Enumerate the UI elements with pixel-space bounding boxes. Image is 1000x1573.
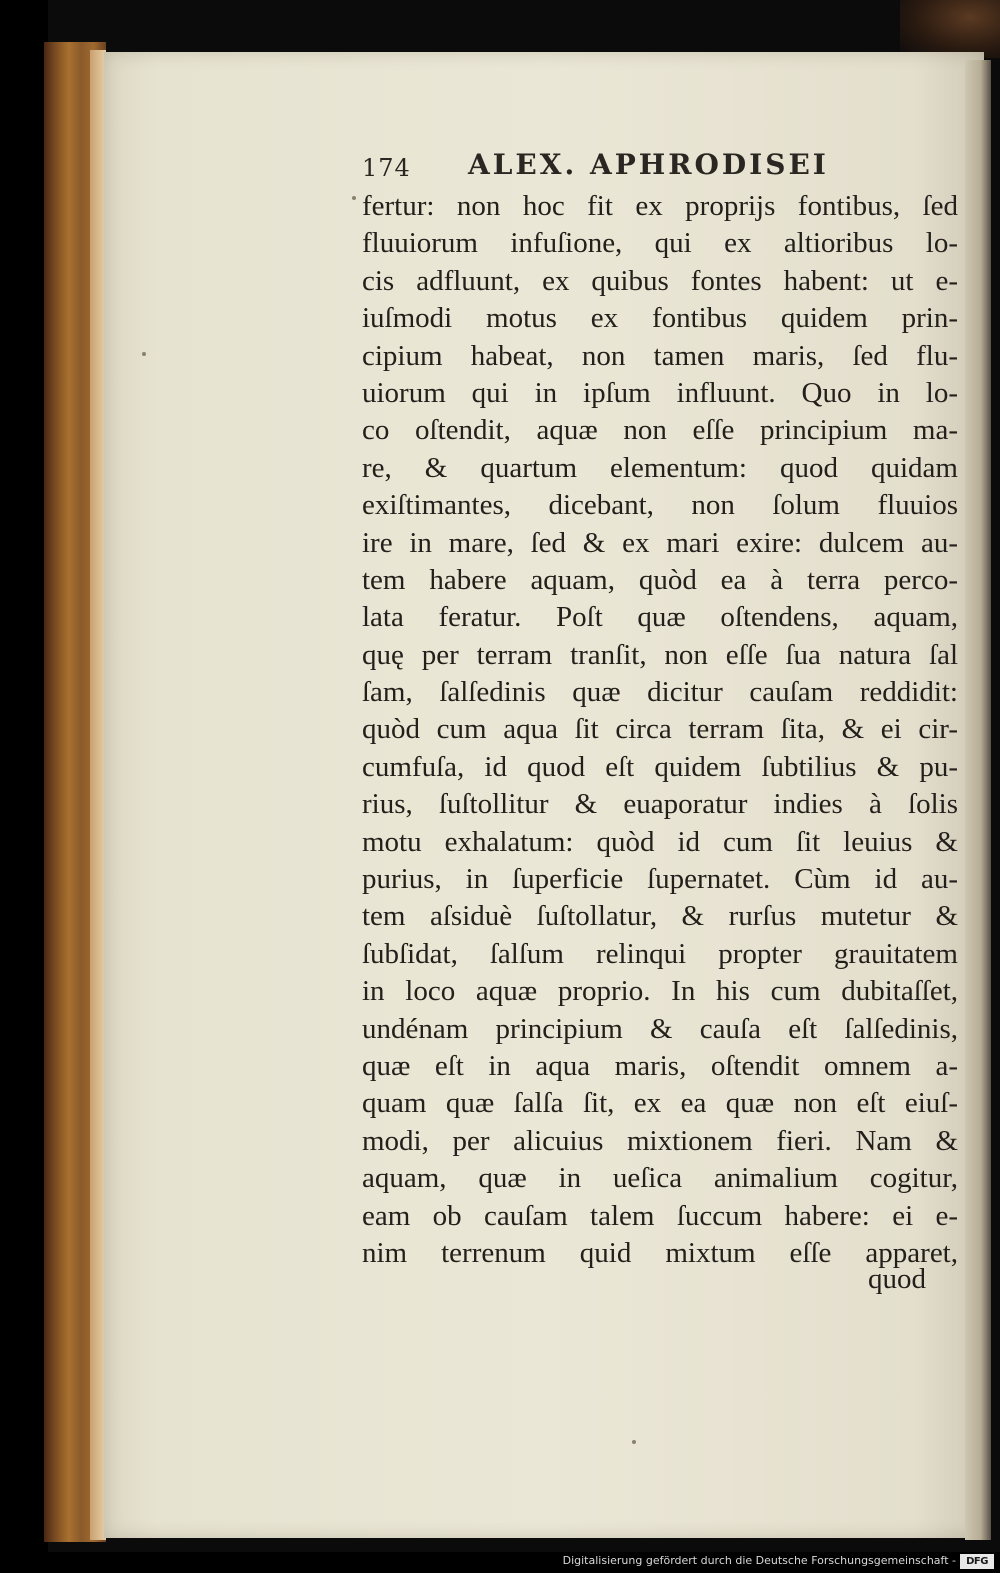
text-line: fertur: non hoc fit ex proprijs fontibus, ſed [362,190,958,222]
text-line: quòd cum aqua ſit circa terram ſita, & ei cir- [362,713,958,746]
text-line: iuſmodi motus ex fontibus quidem prin- [362,302,958,335]
page-header [362,148,962,188]
text-line: nim terrenum quid mixtum eſſe apparet, [362,1236,958,1269]
text-line: uiorum qui in ipſum influunt. Quo in lo- [362,376,958,409]
page-number: 174 [362,154,411,182]
running-head: ALEX. APHRODISEI [468,148,829,181]
text-line: quæ eſt in aqua maris, oſtendit omnem a- [362,1049,958,1082]
body-text [362,188,958,1272]
text-line: co oſtendit, aquæ non eſſe principium ma- [362,414,958,447]
binding-corner [900,0,1000,58]
text-line: exiſtimantes, dicebant, non ſolum fluuios [362,489,958,522]
text-line: ſam, ſalſedinis quæ dicitur cauſam reddidit: [362,676,958,709]
text-line: tem habere aquam, quòd ea à terra perco- [362,563,958,596]
footer-credit: Digitalisierung gefördert durch die Deutsche Forschungsgemeinschaft - [562,1554,956,1567]
text-line: eam ob cauſam talem ſuccum habere: ei e- [362,1199,958,1232]
text-line: fluuiorum infuſione, qui ex altioribus lo- [362,227,958,260]
margin-speck [352,196,356,200]
text-line: cumfuſa, id quod eſt quidem ſubtilius & pu- [362,750,958,783]
text-line: purius, in ſuperficie ſupernatet. Cùm id au- [362,863,958,896]
text-line: modi, per alicuius mixtionem fieri. Nam & [362,1124,958,1157]
text-line: motu exhalatum: quòd id cum ſit leuius & [362,825,958,858]
dfg-logo: DFG [960,1554,994,1569]
text-line: ire in mare, ſed & ex mari exire: dulcem au- [362,526,958,559]
text-line: lata feratur. Poſt quæ oſtendens, aquam, [362,601,958,634]
text-line: rius, ſuſtollitur & euaporatur indies à ſolis [362,788,958,821]
text-line: in loco aquæ proprio. In his cum dubitaſſet, [362,975,958,1008]
text-line: cis adfluunt, ex quibus fontes habent: ut e- [362,264,958,297]
scan-background [0,0,48,1573]
text-line: aquam, quæ in ueſica animalium cogitur, [362,1162,958,1195]
margin-speck [142,352,146,356]
text-line: quę per terram tranſit, non eſſe ſua natura ſal [362,638,958,671]
margin-speck [632,1440,636,1444]
page-gutter [965,60,991,1540]
text-line: undénam principium & cauſa eſt ſalſedinis, [362,1012,958,1045]
text-line: re, & quartum elementum: quod quidam [362,451,958,484]
text-line: quam quæ ſalſa ſit, ex ea quæ non eſt eiuſ- [362,1087,958,1120]
catchword: quod [868,1263,926,1295]
text-line: ſubſidat, ſalſum relinqui propter grauitatem [362,937,958,970]
text-line: cipium habeat, non tamen maris, ſed flu- [362,339,958,372]
text-line: tem aſsiduè ſuſtollatur, & rurſus mutetur & [362,900,958,933]
